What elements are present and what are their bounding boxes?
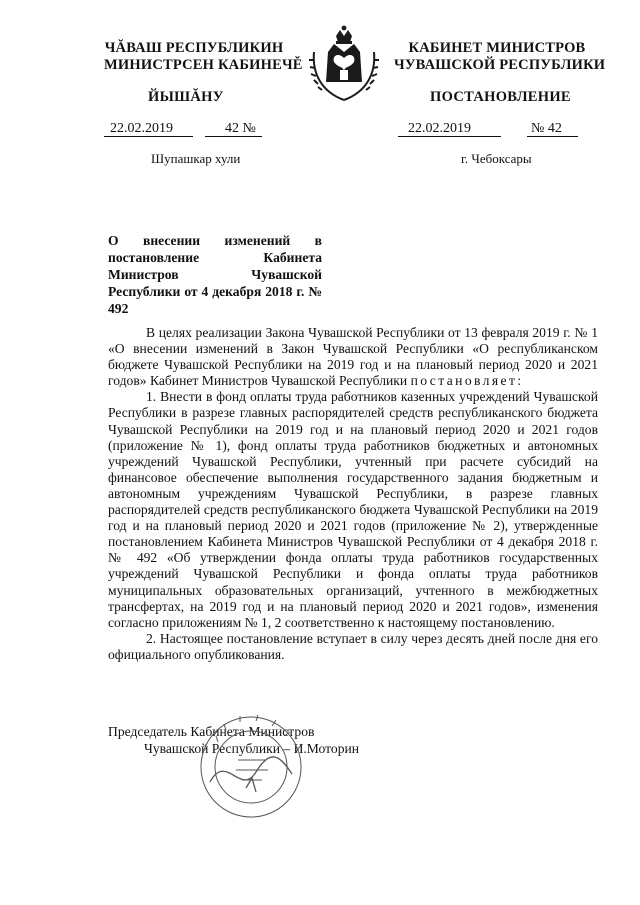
official-stamp-icon xyxy=(196,712,306,822)
registration-date-left: 22.02.2019 xyxy=(104,121,193,137)
registration-number-right: № 42 xyxy=(527,121,578,137)
document-body xyxy=(108,325,598,663)
header-left xyxy=(104,40,303,74)
header-right xyxy=(394,40,606,74)
header-right-line2: ЧУВАШСКОЙ РЕСПУБЛИКИ xyxy=(394,57,606,73)
place-left: Шупашкар хули xyxy=(151,151,241,166)
header-right-line1: КАБИНЕТ МИНИСТРОВ xyxy=(408,40,586,56)
header-left-line1: ЧĂВАШ РЕСПУБЛИКИН xyxy=(104,40,284,56)
signature-line2: Чувашской Республики – И.Моторин xyxy=(144,741,360,756)
paragraph-preamble xyxy=(108,325,598,389)
signature-line1: Председатель Кабинета Министров xyxy=(108,724,315,739)
doc-type-left: ЙЫШĂНУ xyxy=(148,89,224,105)
registration-number-left: 42 № xyxy=(205,121,262,137)
preamble-spaced-word: постановляет: xyxy=(410,373,524,389)
registration-date-right: 22.02.2019 xyxy=(398,121,501,137)
paragraph-item-2: 2. Настоящее постановление вступает в силу через десять дней после дня его официального опубликования. xyxy=(108,630,598,662)
paragraph-item-1: 1. Внести в фонд оплаты труда работников казенных учреждений Чувашской Республики в разрезе главных распорядителей средств республиканского бюджета Чувашской Республики на 2019 год и на плановый период 2020 и 2021 годов (приложение № 1), фонд оплаты труда работников бюджетных и автономных учреждений Чувашской Республики, учтенный при расчете субсидий на финансовое обеспечение выполнения государственного задания бюджетным и автономным учреждениям Чувашской Республики, в разрезе главных распорядителей средств республиканского бюджета Чувашской Республики на 2019 год и на плановый период 2020 и 2021 годов (приложение № 2), утвержденные постановлением Кабинета Министров Чувашской Республики от 4 декабря 2018 г. № 492 «Об утверждении фонда оплаты труда работников государственных учреждений Чувашской Республики и фонда оплаты труда работников муниципальных образовательных организаций, учтенного в межбюджетных трансфертах, на 2019 год и на плановый период 2020 и 2021 годов», изменения согласно приложениям № 1, 2 соответственно к настоящему постановлению. xyxy=(108,389,598,630)
header-left-line2: МИНИСТРСЕН КАБИНЕЧĚ xyxy=(104,57,303,73)
document-title: О внесении изменений в постановление Кабинета Министров Чувашской Республики от 4 декабря 2018 г. № 492 xyxy=(108,233,322,316)
coat-of-arms-emblem-icon xyxy=(302,22,386,106)
doc-type-right: ПОСТАНОВЛЕНИЕ xyxy=(430,89,571,105)
place-right: г. Чебоксары xyxy=(461,151,532,166)
preamble-text: В целях реализации Закона Чувашской Республики от 13 февраля 2019 г. № 1 «О внесении изменений в Закон Чувашской Республики «О республиканском бюджете Чувашской Республики на 2019 год и на плановый период 2020 и 2021 годов» Кабинет Министров Чувашской Республики xyxy=(108,325,598,389)
